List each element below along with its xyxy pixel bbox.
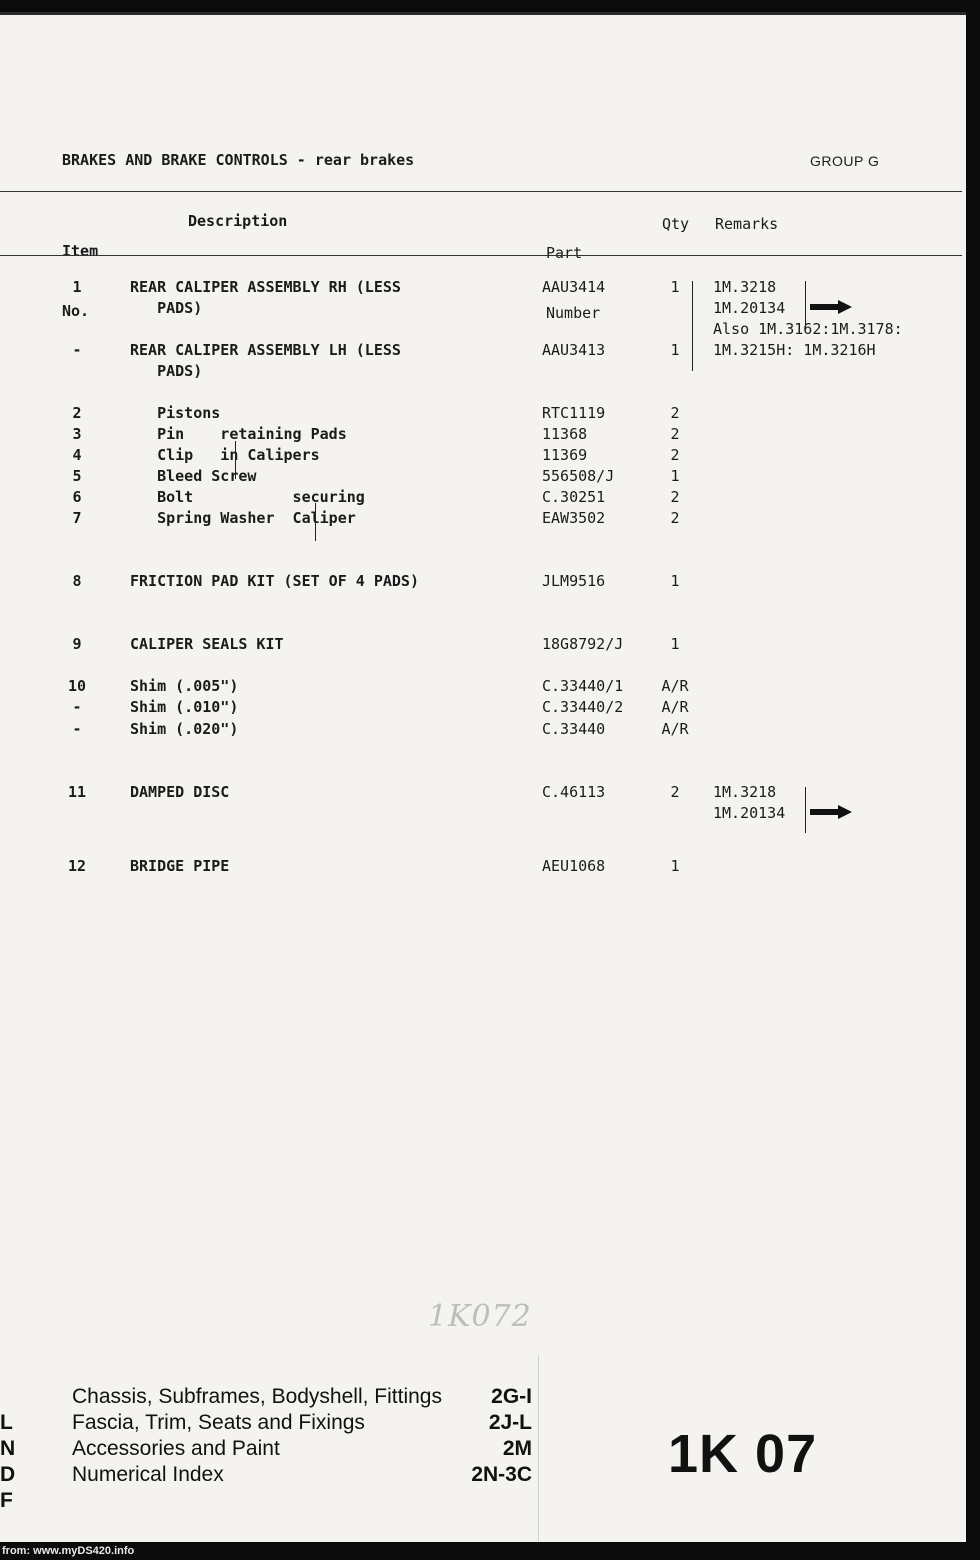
source-credit: from: www.myDS420.info (2, 1545, 135, 1557)
qty-bracket (692, 281, 693, 371)
description-bracket (315, 503, 316, 541)
index-page: 2M (502, 1437, 532, 1460)
index-label: Fascia, Trim, Seats and Fixings (72, 1411, 365, 1434)
arrow-right-icon (810, 805, 852, 819)
column-remarks: Remarks (715, 215, 779, 233)
index-label: Numerical Index (72, 1463, 224, 1486)
arrow-right-icon (810, 300, 852, 314)
column-qty: Qty (662, 215, 690, 233)
index-letter: L (0, 1411, 13, 1434)
fiche-code: 1K 07 (668, 1424, 818, 1484)
handwritten-note: 1K072 (428, 1299, 532, 1334)
page-title: BRAKES AND BRAKE CONTROLS - rear brakes (62, 151, 415, 169)
index-page: 2G-I (491, 1385, 532, 1408)
column-description: Description (188, 212, 288, 230)
index-page: 2J-L (488, 1411, 532, 1434)
index-label: Accessories and Paint (72, 1437, 280, 1460)
index-page: 2N-3C (471, 1463, 532, 1486)
column-part-number: Part Number (546, 244, 601, 322)
header-rule (0, 191, 962, 192)
index-letter: D (0, 1463, 16, 1486)
remarks-bracket (805, 281, 806, 329)
column-rule (0, 255, 962, 256)
column-item: Item No. (62, 242, 99, 320)
index-letter: F (0, 1489, 13, 1512)
catalogue-page: BRAKES AND BRAKE CONTROLS - rear brakes GROUP G Item No. Description Part Number Qty Remarks 1 REAR CALIPER ASSEMBLY RH (LESS PADS) AAU3414 1 1M.3218 1M.20134 Also 1M.3162:1M.3178: - REAR CALIPER ASSEMBLY LH (LESS PADS) AAU3413 1 1M.3215H: 1M.3216H 2 Pistons RTC1119 2 3 Pin retaining Pads 11368 2 4 Clip in Calipers 11369 2 5 Bleed Screw 556508/J 1 6 Bolt securing C.30251 2 7 Spring Washer Caliper EAW3502 2 8 FRICTION PAD KIT (SET OF 4 PADS) JLM9516 1 9 CALIPER SEALS KIT 18G8792/J 1 10 Shim (.005") C.33440/1 A/R - Shim (.010") C.33440/2 A/R - Shim (.020") C.33440 A/R 11 DAMPED DISC C.46113 2 1M.3218 1M.20134 12 BRIDGE PIPE AEU1068 1 1K072 1K 07 Chassis, Subframes, Bodyshell, Fittings 2G-I L Fascia, Trim, Seats and Fixings 2J-L N Accessories and Paint 2M D Numerical Index 2N-3C F (0, 12, 966, 1545)
scan-border (0, 1542, 980, 1560)
group-label: GROUP G (810, 153, 880, 169)
index-label: Chassis, Subframes, Bodyshell, Fittings (72, 1385, 442, 1408)
remarks-bracket (805, 787, 806, 833)
index-letter: N (0, 1437, 16, 1460)
